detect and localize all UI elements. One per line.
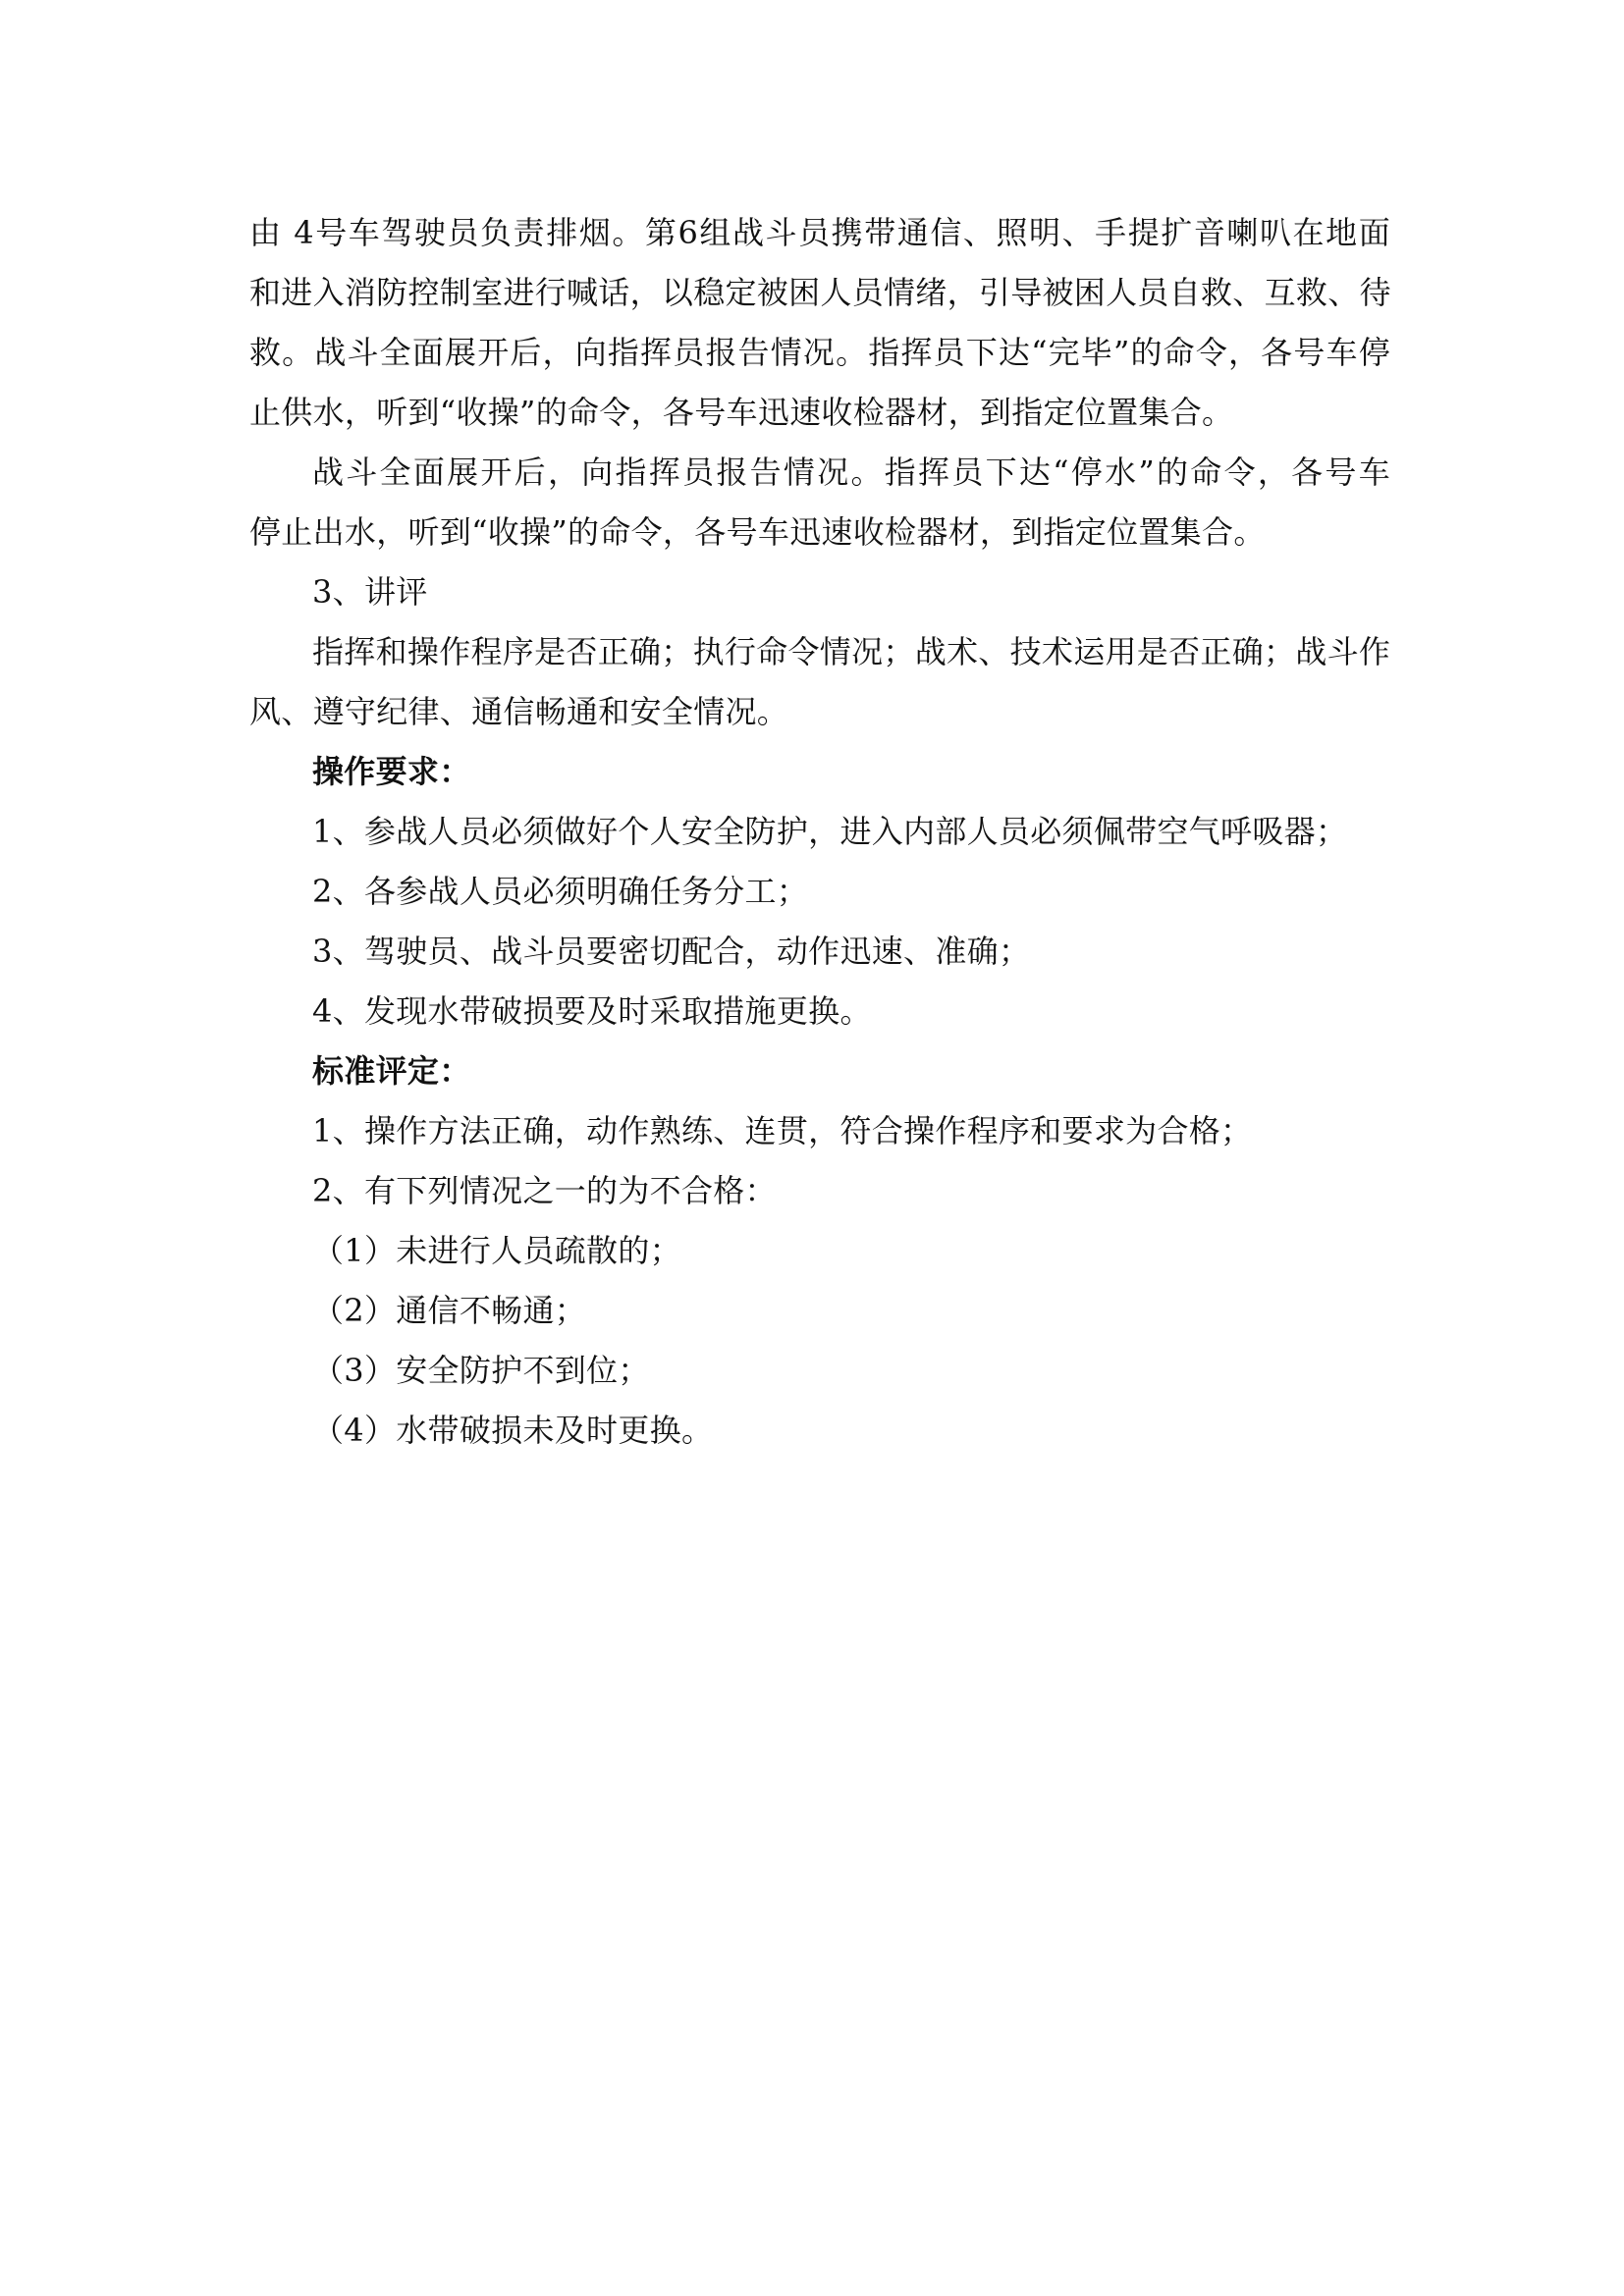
paragraph-1-line-2: 和进入消防控制室进行喊话，以稳定被困人员情绪，引导被困人员自救、互救、待: [249, 274, 1391, 311]
paragraph-1-line-3: 救。战斗全面展开后，向指挥员报告情况。指挥员下达“完毕”的命令，各号车停: [249, 334, 1390, 371]
section-3-heading: 3、讲评: [312, 573, 428, 611]
paragraph-2-line-1: 战斗全面展开后，向指挥员报告情况。指挥员下达“停水”的命令，各号车: [312, 454, 1390, 491]
standard-evaluation-item-6: （4）水带破损未及时更换。: [312, 1412, 714, 1449]
standard-evaluation-item-3: （1）未进行人员疏散的；: [312, 1232, 681, 1269]
standard-evaluation-item-4: （2）通信不畅通；: [312, 1292, 587, 1329]
paragraph-1-line-4: 止供水，听到“收操”的命令，各号车迅速收检器材，到指定位置集合。: [249, 394, 1234, 431]
standard-evaluation-item-2: 2、有下列情况之一的为不合格：: [312, 1172, 777, 1209]
standard-evaluation-item-1: 1、操作方法正确，动作熟练、连贯，符合操作程序和要求为合格；: [312, 1112, 1253, 1149]
paragraph-4-line-2: 风、遵守纪律、通信畅通和安全情况。: [249, 693, 789, 730]
standard-evaluation-heading: 标准评定：: [312, 1052, 471, 1090]
paragraph-4-line-1: 指挥和操作程序是否正确；执行命令情况；战术、技术运用是否正确；战斗作: [312, 633, 1391, 670]
paragraph-1-line-1: 由 4号车驾驶员负责排烟。第6组战斗员携带通信、照明、手提扩音喇叭在地面: [249, 214, 1390, 251]
operation-requirement-item-1: 1、参战人员必须做好个人安全防护，进入内部人员必须佩带空气呼吸器；: [312, 813, 1348, 850]
operation-requirement-item-2: 2、各参战人员必须明确任务分工；: [312, 873, 809, 910]
paragraph-2-line-2: 停止出水，听到“收操”的命令，各号车迅速收检器材，到指定位置集合。: [249, 513, 1266, 551]
operation-requirement-item-3: 3、驾驶员、战斗员要密切配合，动作迅速、准确；: [312, 933, 1031, 970]
standard-evaluation-item-5: （3）安全防护不到位；: [312, 1352, 650, 1389]
operation-requirements-heading: 操作要求：: [312, 753, 471, 790]
operation-requirement-item-4: 4、发现水带破损要及时采取措施更换。: [312, 992, 872, 1030]
